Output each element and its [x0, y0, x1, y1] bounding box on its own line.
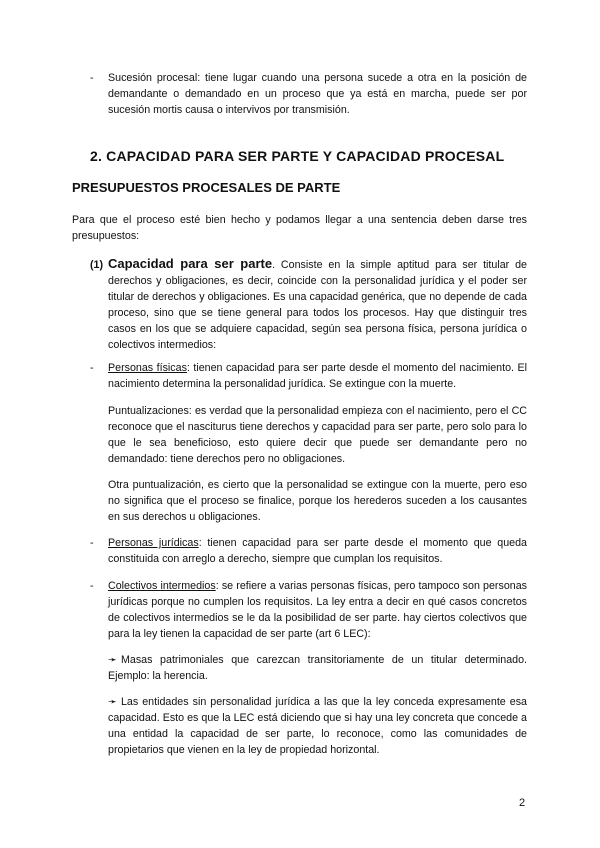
- personas-fisicas-text: : tienen capacidad para ser parte desde el momento del nacimiento. El nacimiento determina la personalidad jurídica. Se extingue con la muerte.: [108, 362, 527, 390]
- personas-fisicas-label: Personas físicas: [108, 362, 187, 374]
- masas-patrimoniales-text: Masas patrimoniales que carezcan transitoriamente de un titular determinado. Ejemplo: la herencia.: [108, 654, 527, 682]
- arrow-icon: ➛: [108, 696, 117, 708]
- bullet-dash: -: [90, 537, 94, 549]
- entidades-text: Las entidades sin personalidad jurídica a las que la ley conceda expresamente esa capacidad. Esto es que la LEC está diciendo que si hay una ley concreta que concede a una entidad la capacidad de ser parte, lo reconoce, como las comunidades de propietarios que vienen en la ley de propiedad horizontal.: [108, 696, 527, 756]
- puntualizaciones-paragraph: Puntualizaciones: es verdad que la personalidad empieza con el nacimiento, pero el CC reconoce que el nasciturus tiene derechos y capacidad para ser parte, pero solo para lo que le sea beneficioso, esto quiere decir que puede ser demandante pero no demandado: tiene derechos pero no obligaciones.: [108, 405, 527, 465]
- subsection-heading: PRESUPUESTOS PROCESALES DE PARTE: [72, 180, 341, 195]
- item-number: (1): [90, 259, 104, 271]
- sucesion-procesal-paragraph: Sucesión procesal: tiene lugar cuando una persona sucede a otra en la posición de demandante o demandado en un proceso que ya está en marcha, puede ser por sucesión mortis causa o intervivos por transmisión.: [108, 72, 527, 116]
- colectivos-intermedios-paragraph: [108, 578, 527, 642]
- masas-patrimoniales-paragraph: [108, 652, 527, 684]
- entidades-paragraph: [108, 694, 527, 758]
- personas-juridicas-text: : tienen capacidad para ser parte desde el momento que queda constituida con arreglo a derecho, siempre que cumplan los requisitos.: [108, 537, 527, 565]
- bullet-dash: -: [90, 362, 94, 374]
- page-number: 2: [519, 797, 526, 809]
- section-heading: 2. CAPACIDAD PARA SER PARTE Y CAPACIDAD PROCESAL: [90, 148, 505, 164]
- capacidad-ser-parte-text: . Consiste en la simple aptitud para ser titular de derechos y obligaciones, es decir, coincide con la personalidad jurídica y el poder ser titular de derechos y obligaciones. Es una capacidad genérica, que no depende de cada proceso, sino que se tiene general para todos los procesos. Hay que distinguir tres casos en los que se adquiere capacidad, según sea persona física, persona jurídica o colectivos intermedios:: [108, 259, 527, 351]
- personas-juridicas-label: Personas jurídicas: [108, 537, 199, 549]
- personas-juridicas-paragraph: [108, 535, 527, 567]
- capacidad-ser-parte-paragraph: [108, 256, 527, 353]
- otra-puntualizacion-paragraph: Otra puntualización, es cierto que la personalidad se extingue con la muerte, pero eso no significa que el proceso se finalice, porque los herederos suceden a los causantes en sus derechos u obligaciones.: [108, 479, 527, 523]
- bullet-dash: -: [90, 72, 94, 84]
- colectivos-intermedios-label: Colectivos intermedios: [108, 580, 216, 592]
- intro-paragraph: Para que el proceso esté bien hecho y podamos llegar a una sentencia deben darse tres presupuestos:: [72, 214, 527, 242]
- bullet-dash: -: [90, 580, 94, 592]
- arrow-icon: ➛: [108, 654, 117, 666]
- colectivos-intermedios-text: : se refiere a varias personas físicas, pero tampoco son personas jurídicas porque no cumplen los requisitos. La ley entra a decir en qué casos concretos de colectivos intermedios se le da la posibilidad de ser parte. hay ciertos colectivos que para la ley tienen la capacidad de ser parte (art 6 LEC):: [108, 580, 528, 640]
- personas-fisicas-paragraph: [108, 360, 527, 392]
- capacidad-ser-parte-title: Capacidad para ser parte: [108, 256, 273, 271]
